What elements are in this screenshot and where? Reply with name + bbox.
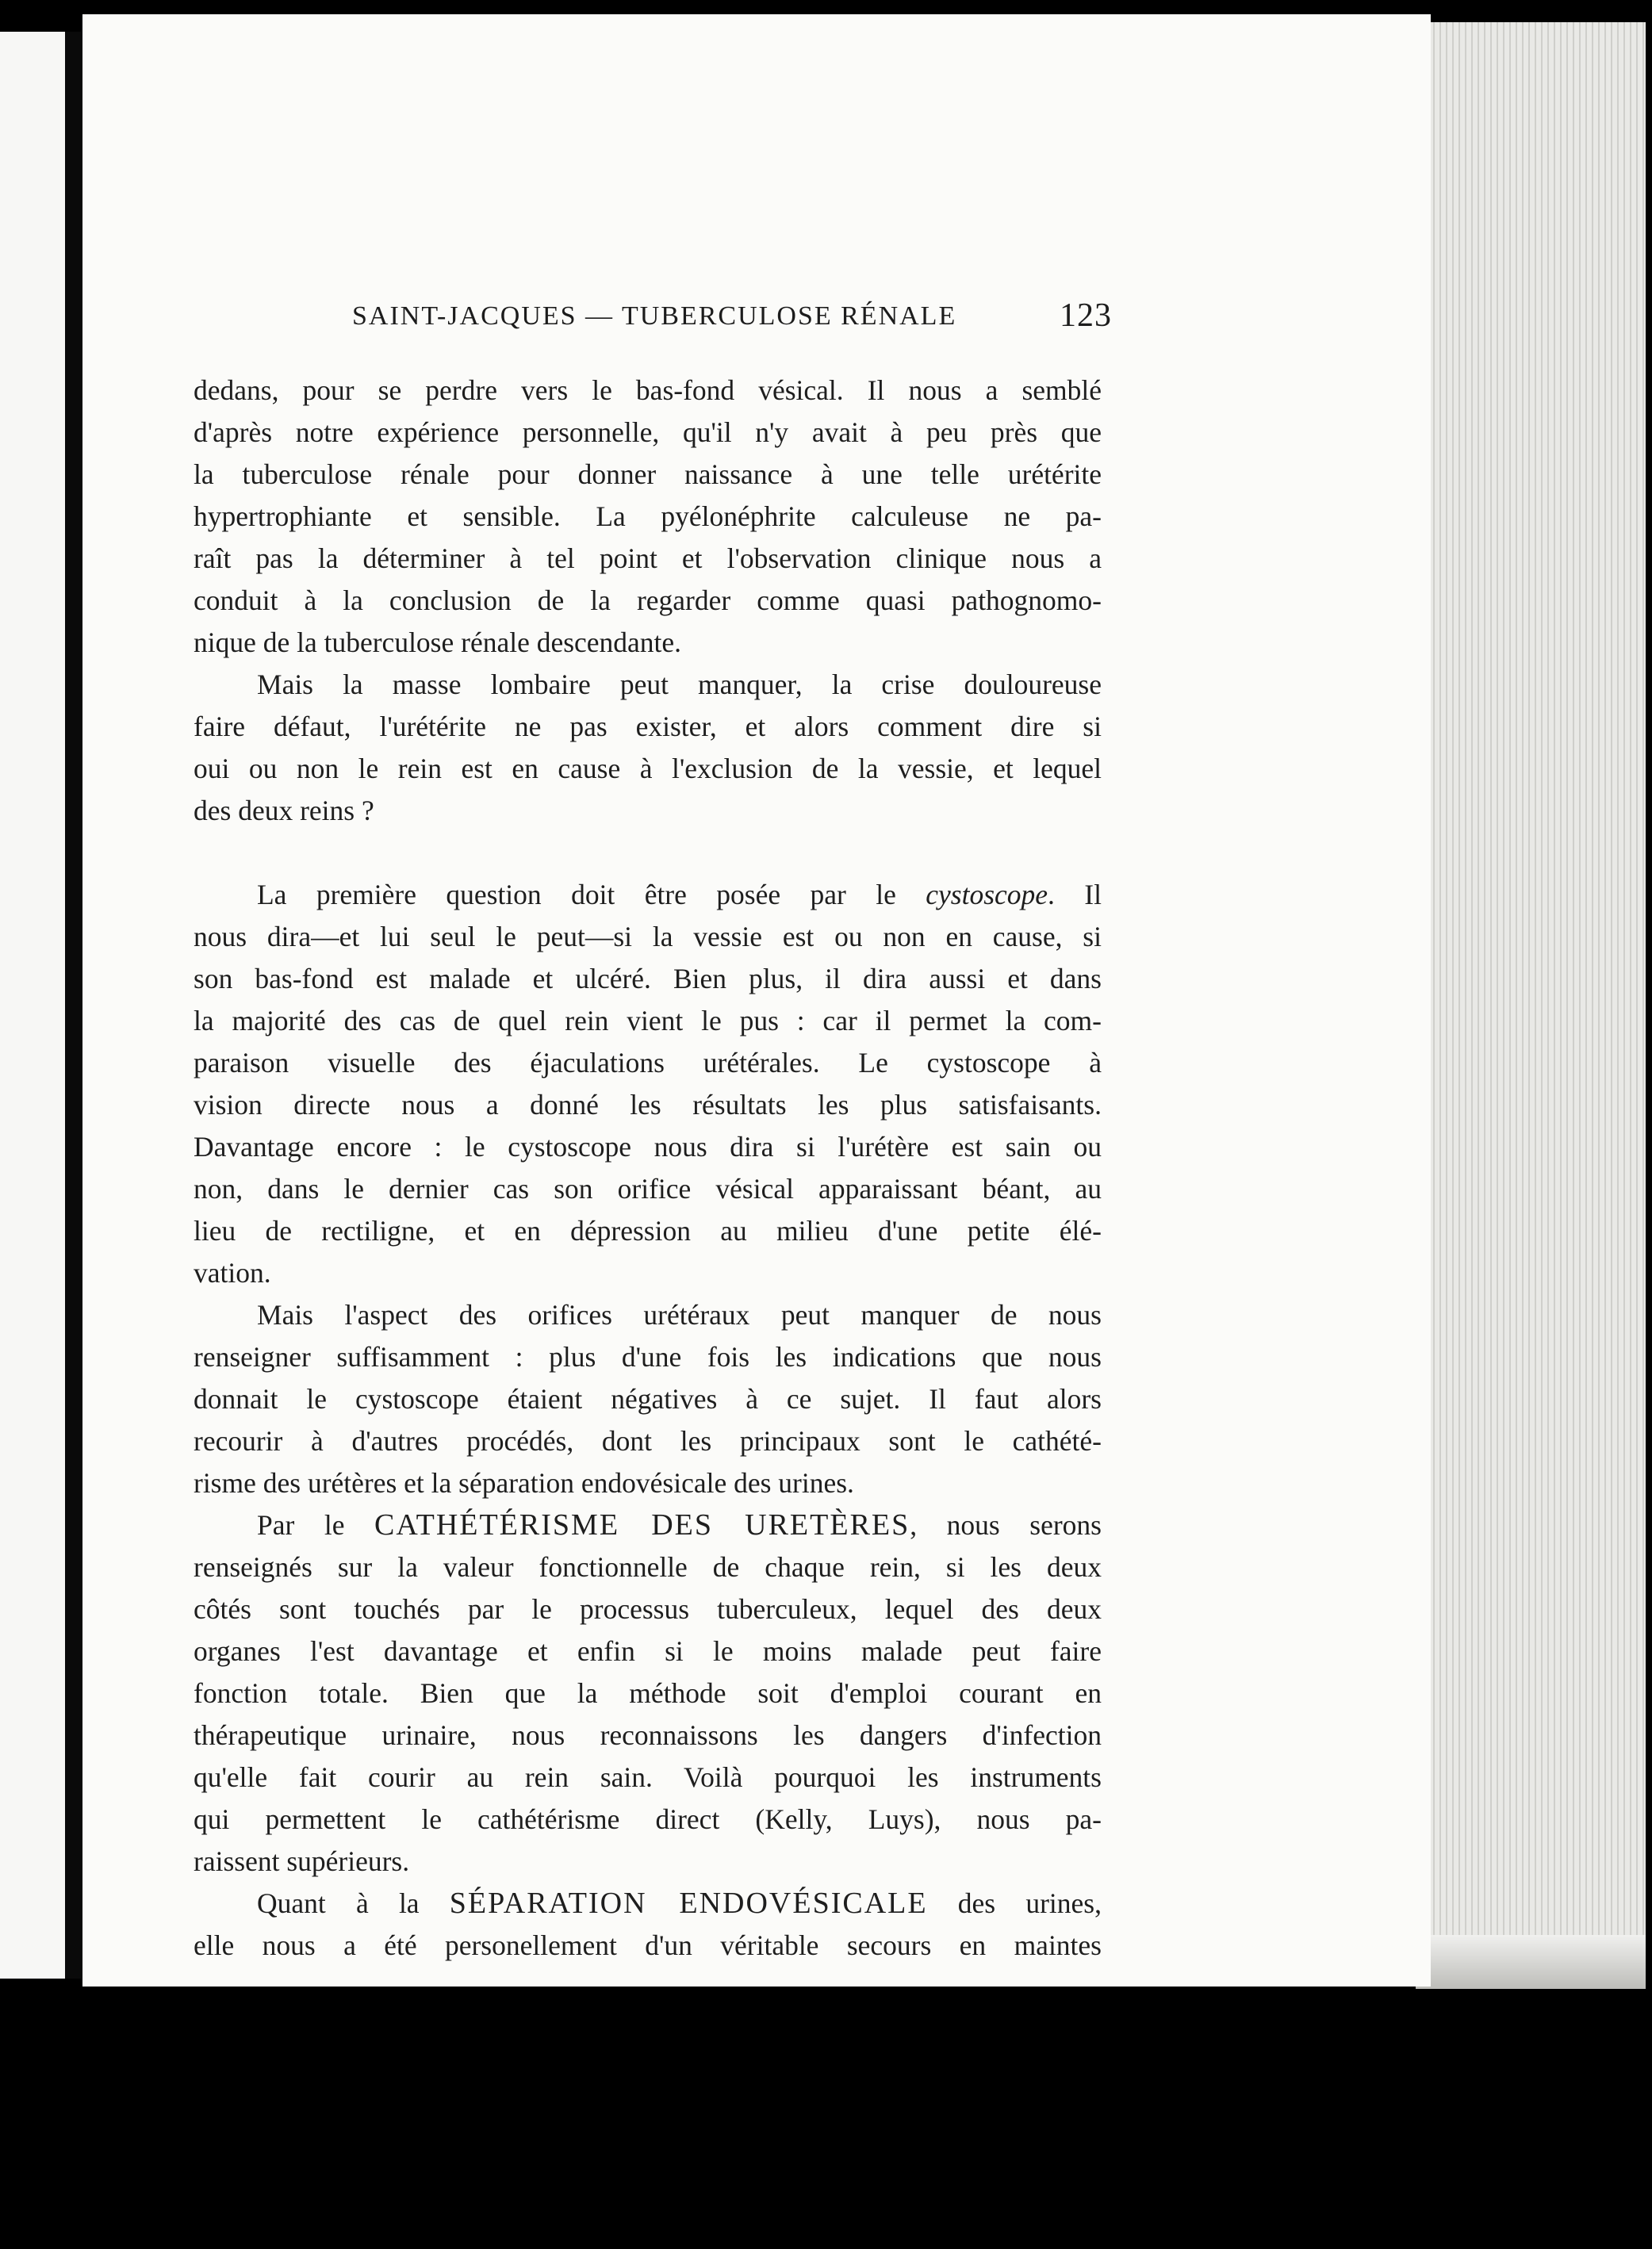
page-number: 123 bbox=[1060, 297, 1112, 334]
text-line: nique de la tuberculose rénale descendante. bbox=[194, 626, 682, 658]
text-line: raît pas la déterminer à tel point et l'observation clinique nous a bbox=[194, 542, 1102, 574]
text-line: hypertrophiante et sensible. La pyélonéphrite calculeuse ne pa- bbox=[194, 500, 1102, 532]
text-line: des deux reins ? bbox=[194, 795, 374, 826]
paragraph bbox=[194, 664, 1102, 832]
paragraph bbox=[194, 370, 1102, 664]
running-title: SAINT-JACQUES — TUBERCULOSE RÉNALE bbox=[352, 301, 957, 331]
paragraph-spacer bbox=[194, 832, 1102, 874]
smallcaps-term: SÉPARATION ENDOVÉSICALE bbox=[449, 1887, 928, 1920]
text-line: Quant à la SÉPARATION ENDOVÉSICALE des urines, bbox=[257, 1887, 1102, 1920]
text-line: lieu de rectiligne, et en dépression au milieu d'une petite élé- bbox=[194, 1215, 1102, 1247]
text-line: d'après notre expérience personnelle, qu'il n'y avait à peu près que bbox=[194, 416, 1102, 448]
page-gutter bbox=[65, 32, 81, 1979]
text-line: organes l'est davantage et enfin si le moins malade peut faire bbox=[194, 1635, 1102, 1667]
text-line: nous dira—et lui seul le peut—si la vessie est ou non en cause, si bbox=[194, 921, 1102, 952]
text-line: qui permettent le cathétérisme direct (Kelly, Luys), nous pa- bbox=[194, 1803, 1102, 1835]
running-header bbox=[352, 297, 1112, 341]
text-line: fonction totale. Bien que la méthode soit d'emploi courant en bbox=[194, 1677, 1102, 1709]
book-page-stack bbox=[1416, 22, 1646, 1989]
text-line: côtés sont touchés par le processus tuberculeux, lequel des deux bbox=[194, 1593, 1102, 1625]
text-line: dedans, pour se perdre vers le bas-fond vésical. Il nous a semblé bbox=[194, 374, 1102, 406]
facing-page-edge bbox=[0, 32, 65, 1979]
text-line: son bas-fond est malade et ulcéré. Bien plus, il dira aussi et dans bbox=[194, 963, 1102, 994]
text-line: oui ou non le rein est en cause à l'exclusion de la vessie, et lequel bbox=[194, 753, 1102, 784]
paragraph bbox=[194, 1294, 1102, 1504]
text-line: elle nous a été personellement d'un véritable secours en maintes bbox=[194, 1929, 1102, 1961]
text-line: Par le CATHÉTÉRISME DES URETÈRES, nous serons bbox=[257, 1508, 1102, 1542]
text-line: Mais l'aspect des orifices urétéraux peut manquer de nous bbox=[257, 1299, 1102, 1331]
text-line: renseignés sur la valeur fonctionnelle de chaque rein, si les deux bbox=[194, 1551, 1102, 1583]
text-line: non, dans le dernier cas son orifice vésical apparaissant béant, au bbox=[194, 1173, 1102, 1205]
paragraph bbox=[194, 874, 1102, 1294]
text-line: Davantage encore : le cystoscope nous dira si l'urétère est sain ou bbox=[194, 1131, 1102, 1163]
body-text bbox=[194, 370, 1102, 1967]
book-page bbox=[82, 14, 1431, 1987]
text-line: recourir à d'autres procédés, dont les principaux sont le cathété- bbox=[194, 1425, 1102, 1457]
text-line: renseigner suffisamment : plus d'une fois les indications que nous bbox=[194, 1341, 1102, 1373]
text-line: vation. bbox=[194, 1257, 271, 1289]
paragraph bbox=[194, 1504, 1102, 1883]
text-line: donnait le cystoscope étaient négatives à ce sujet. Il faut alors bbox=[194, 1383, 1102, 1415]
text-line: risme des urétères et la séparation endovésicale des urines. bbox=[194, 1467, 854, 1499]
text-line: qu'elle fait courir au rein sain. Voilà pourquoi les instruments bbox=[194, 1761, 1102, 1793]
book-page-stack-bottom bbox=[1416, 1935, 1646, 1989]
text-line: raissent supérieurs. bbox=[194, 1845, 410, 1877]
text-line: La première question doit être posée par le cystoscope. Il bbox=[257, 879, 1102, 910]
text-line: paraison visuelle des éjaculations urétérales. Le cystoscope à bbox=[194, 1047, 1102, 1079]
text-line: conduit à la conclusion de la regarder comme quasi pathognomo- bbox=[194, 584, 1102, 616]
smallcaps-term: CATHÉTÉRISME DES URETÈRES bbox=[374, 1508, 910, 1542]
text-line: faire défaut, l'urétérite ne pas exister, et alors comment dire si bbox=[194, 711, 1102, 742]
italic-term: cystoscope bbox=[926, 879, 1048, 910]
paragraph bbox=[194, 1883, 1102, 1967]
text-line: vision directe nous a donné les résultats les plus satisfaisants. bbox=[194, 1089, 1102, 1121]
text-line: la majorité des cas de quel rein vient le pus : car il permet la com- bbox=[194, 1005, 1102, 1036]
text-line: thérapeutique urinaire, nous reconnaissons les dangers d'infection bbox=[194, 1719, 1102, 1751]
text-line: la tuberculose rénale pour donner naissance à une telle urétérite bbox=[194, 458, 1102, 490]
text-line: Mais la masse lombaire peut manquer, la crise douloureuse bbox=[257, 669, 1102, 700]
